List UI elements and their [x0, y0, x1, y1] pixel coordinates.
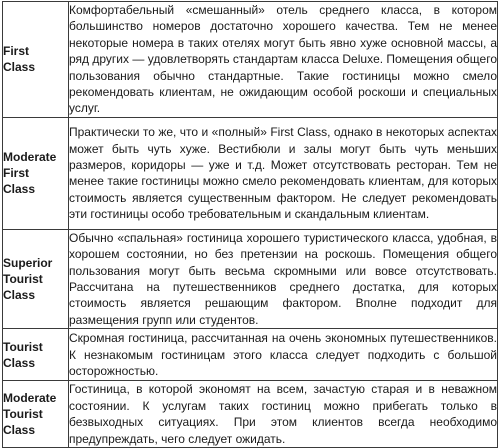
hotel-class-table — [2, 1, 498, 448]
class-description: Обычно «спальная» гостиница хорошего туристического класса, удобная, в хорошем состоянии, но без претензии на роскошь. Помещения общего пользования могут быть весьма скромными или вовсе отсутствовать. Рассчитана на путешественников среднего достатка, для которых стоимость является решающим фактором. Вполне подходит для размещения групп или студентов. — [69, 230, 497, 327]
class-description-cell — [69, 117, 498, 229]
class-description: Скромная гостиница, рассчитанная на очень экономных путешественников. К незнакомым гостиницам этого класса следует подходить с большой осторожностью. — [69, 331, 497, 378]
class-description-cell — [69, 229, 498, 328]
class-name: Tourist Class — [3, 339, 43, 370]
class-description: Комфортабельный «смешанный» отель среднего класса, в котором большинство номеров достаточно хорошего качества. Тем не менее некоторые номера в таких отелях могут быть явно хуже основной массы, а ряд других — удовлетворять стандартам класса Deluxe. Помещения общего пользования обычно стандартные. Такие гостиницы можно смело рекомендовать клиентам, не ожидающим особой роскоши и специальных услуг. — [69, 3, 497, 116]
class-description-cell — [69, 329, 498, 381]
class-name-cell — [3, 2, 69, 118]
class-description: Гостиница, в которой экономят на всем, зачастую старая и в неважном состоянии. К услугам таких гостиниц можно прибегать только в безвыходных ситуациях. При этом клиентов всегда необходимо предупреждать, чего следует ожидать. — [69, 382, 497, 446]
class-name-cell — [3, 329, 69, 381]
class-name: Superior Tourist Class — [3, 256, 53, 303]
class-name-cell — [3, 229, 69, 328]
table-row — [3, 329, 498, 381]
class-description-cell — [69, 2, 498, 118]
class-name-cell — [3, 117, 69, 229]
table-row — [3, 2, 498, 118]
class-name: Moderate First Class — [3, 150, 57, 197]
table-row — [3, 117, 498, 229]
class-description-cell — [69, 381, 498, 448]
class-name-cell — [3, 381, 69, 448]
table-row — [3, 381, 498, 448]
class-name: Moderate Tourist Class — [3, 391, 57, 438]
table-row — [3, 229, 498, 328]
class-name: First Class — [3, 44, 36, 75]
class-description: Практически то же, что и «полный» First Class, однако в некоторых аспектах может быть чуть хуже. Вестибюли и залы могут быть чуть меньших размеров, коридоры — уже и т.д. Может отсутствовать ресторан. Тем не менее такие гостиницы можно смело рекомендовать клиентам, для которых стоимость является существенным фактором. Не следует рекомендовать эти гостиницы особо требовательным и скандальным клиентам. — [69, 125, 497, 222]
